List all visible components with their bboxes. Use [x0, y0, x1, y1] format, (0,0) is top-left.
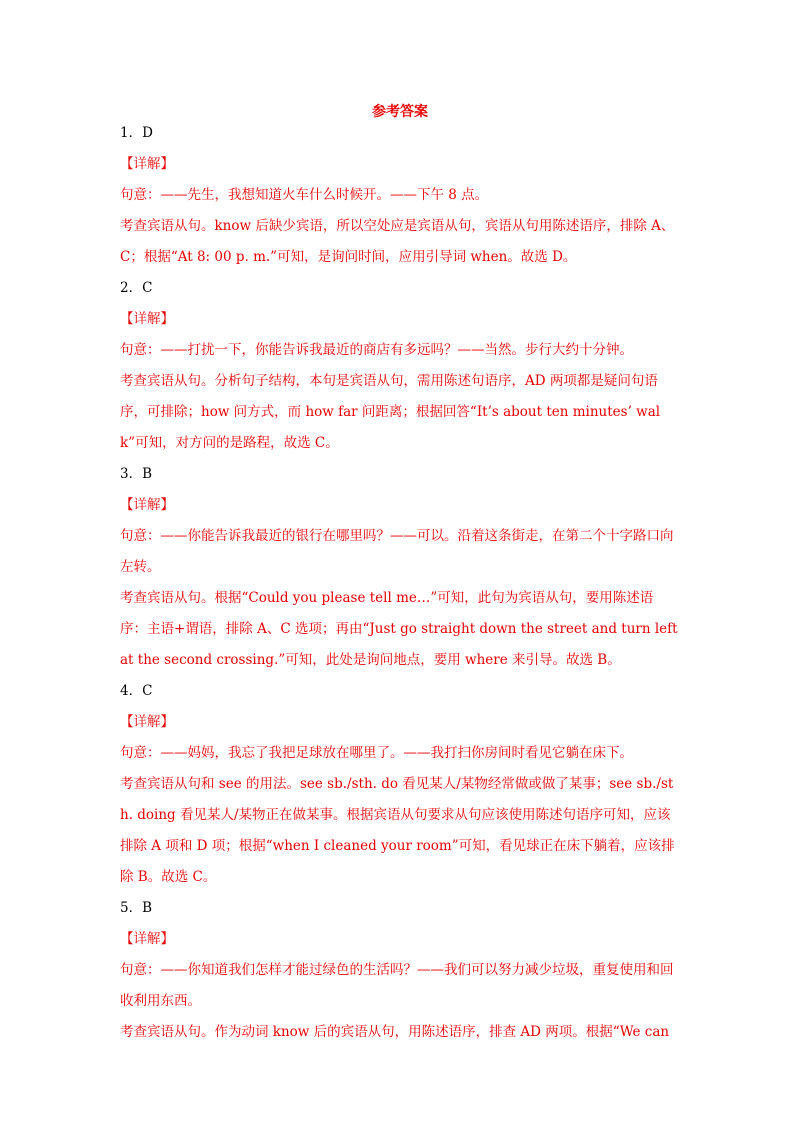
- answer-item-2: [120, 273, 680, 459]
- answer-number: 1．D: [120, 125, 153, 141]
- detail-tag: 【详解】: [120, 714, 174, 730]
- answer-item-3: [120, 459, 680, 676]
- sentence-meaning: 句意：——妈妈，我忘了我把足球放在哪里了。——我打扫你房间时看见它躺在床下。: [120, 745, 633, 761]
- explanation-text: 考查宾语从句。作为动词 know 后的宾语从句，用陈述语序，排查 AD 两项。根据“We can: [120, 1024, 670, 1040]
- explanation-text: 考查宾语从句。分析句子结构，本句是宾语从句，需用陈述句语序，AD 两项都是疑问句语序，可排除；how 问方式，而 how far 问距离；根据回答“It’s about ten minutes’ walk”可知，对方问的是路程，故选 C。: [120, 373, 661, 451]
- sentence-meaning: 句意：——你知道我们怎样才能过绿色的生活吗？——我们可以努力减少垃圾，重复使用和回收利用东西。: [120, 962, 674, 1009]
- detail-tag: 【详解】: [120, 497, 174, 513]
- answer-number: 4．C: [120, 683, 153, 699]
- explanation-text: 考查宾语从句。根据“Could you please tell me…”可知，此句为宾语从句，要用陈述语序：主语+谓语，排除 A、C 选项；再由“Just go straight down the street and turn left at the second crossing.”可知，此处是询问地点，要用 where 来引导。故选 B。: [120, 590, 678, 668]
- explanation-text: 考查宾语从句。know 后缺少宾语，所以空处应是宾语从句，宾语从句用陈述语序，排除 A、C；根据“At 8: 00 p. m.”可知，是询问时间，应用引导词 when。故选 D。: [120, 218, 675, 265]
- detail-tag: 【详解】: [120, 156, 174, 172]
- answer-number: 3．B: [120, 466, 153, 482]
- answer-item-4: [120, 676, 680, 893]
- sentence-meaning: 句意：——你能告诉我最近的银行在哪里吗？——可以。沿着这条街走，在第二个十字路口向左转。: [120, 528, 674, 575]
- sentence-meaning: 句意：——打扰一下，你能告诉我最近的商店有多远吗？——当然。步行大约十分钟。: [120, 342, 633, 358]
- answer-item-1: [120, 118, 680, 273]
- answer-item-5: [120, 893, 680, 1048]
- explanation-text: 考查宾语从句和 see 的用法。see sb./sth. do 看见某人/某物经常做或做了某事；see sb./sth. doing 看见某人/某物正在做某事。根据宾语从句要求从句应该使用陈述句语序可知，应该排除 A 项和 D 项；根据“when I cleaned your room”可知，看见球正在床下躺着，应该排除 B。故选 C。: [120, 776, 675, 885]
- sentence-meaning: 句意：——先生，我想知道火车什么时候开。——下午 8 点。: [120, 187, 489, 203]
- detail-tag: 【详解】: [120, 931, 174, 947]
- page-title: 参考答案: [372, 104, 428, 120]
- answer-number: 5．B: [120, 900, 153, 916]
- answer-number: 2．C: [120, 280, 153, 296]
- answer-list: [120, 118, 680, 1048]
- detail-tag: 【详解】: [120, 311, 174, 327]
